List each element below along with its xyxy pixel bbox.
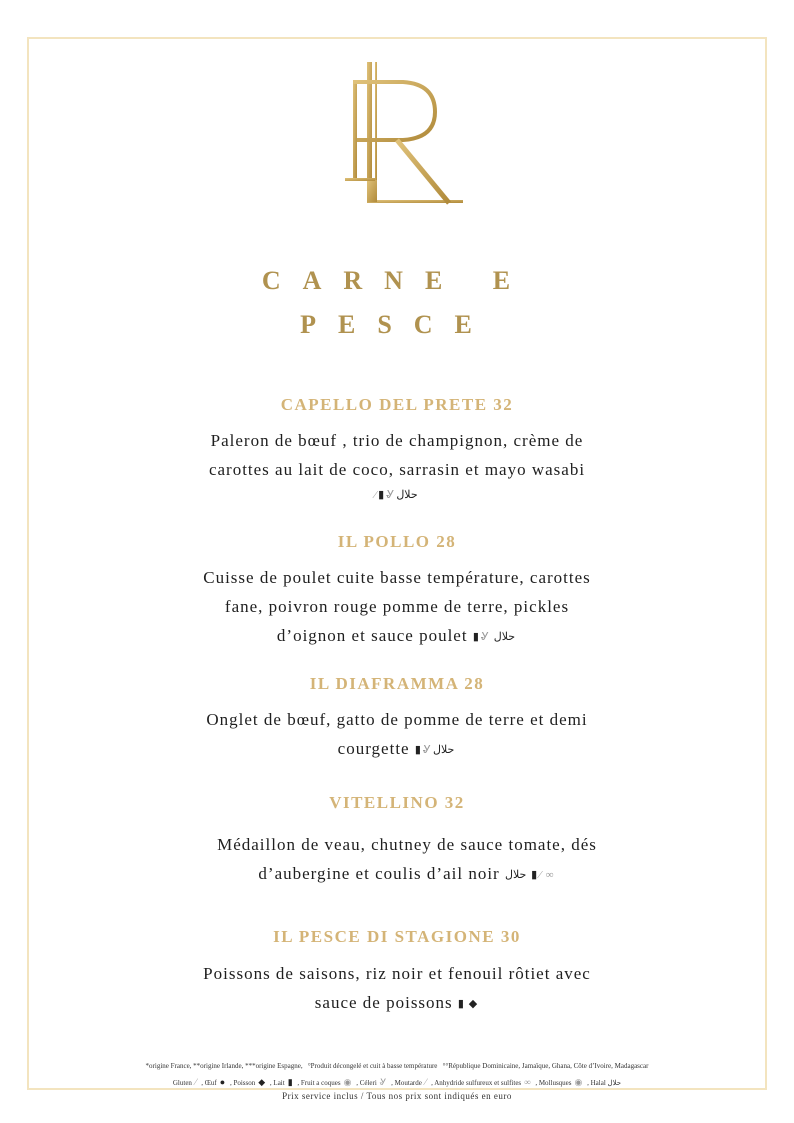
footer-origins: [0, 1062, 794, 1070]
celery-icon: Ꮍ: [379, 1077, 387, 1087]
desc-line: d’oignon et sauce poulet: [276, 626, 468, 645]
legend-celery: , Céleri: [356, 1079, 377, 1087]
dish-name: IL POLLO 28: [337, 532, 457, 551]
legend-fish: , Poisson: [229, 1079, 256, 1087]
gluten-icon: ⁄: [194, 1077, 197, 1087]
halal-icon: حلال: [504, 868, 527, 881]
dish-description: [60, 959, 734, 1019]
milk-icon: ▮: [472, 630, 479, 643]
halal-icon: حلال: [607, 1079, 622, 1087]
dish-description: [60, 705, 734, 765]
dish-name: CAPELLO DEL PRETE 32: [280, 395, 514, 414]
milk-icon: ▮: [457, 997, 464, 1010]
allergen-icons: [374, 485, 419, 505]
halal-icon: حلال: [493, 630, 516, 643]
desc-line: courgette: [337, 739, 410, 758]
desc-line: fane, poivron rouge pomme de terre, pickles: [224, 597, 570, 616]
celery-icon: Ꮍ: [422, 743, 431, 756]
allergen-icons: [473, 623, 517, 652]
legend-sulfites: , Anhydride sulfureux et sulfites: [431, 1079, 522, 1087]
dish-description: [100, 830, 714, 890]
desc-line: carottes au lait de coco, sarrasin et mayo wasabi: [208, 460, 586, 479]
celery-icon: Ꮍ: [386, 489, 395, 502]
dish-name: IL PESCE DI STAGIONE 30: [273, 927, 521, 946]
origins-text: *origine France, **origine Irlande, ***origine Espagne,: [145, 1062, 303, 1070]
nuts-icon: ◉: [343, 1077, 352, 1087]
desc-line: Cuisse de poulet cuite basse température, carottes: [203, 568, 591, 587]
allergen-icons: [415, 736, 457, 765]
fish-icon: ◆: [468, 997, 478, 1010]
legend-gluten: Gluten: [172, 1079, 192, 1087]
desc-line: Médaillon de veau, chutney de sauce tomate, dés: [217, 835, 597, 854]
desc-line: Paleron de bœuf , trio de champignon, crème de: [210, 431, 584, 450]
dish-description: [60, 563, 734, 652]
mustard-icon: ⁄: [424, 1077, 427, 1087]
legend-molluscs: , Mollusques: [535, 1079, 572, 1087]
desc-line: sauce de poissons: [314, 993, 453, 1012]
halal-icon: حلال: [396, 489, 418, 502]
celery-icon: Ꮍ: [480, 630, 489, 643]
egg-icon: ●: [219, 1077, 226, 1087]
desc-line: Onglet de bœuf, gatto de pomme de terre et demi: [206, 710, 588, 729]
legend-milk: , Lait: [269, 1079, 285, 1087]
dish-name: VITELLINO 32: [329, 793, 465, 812]
fish-icon: ◆: [258, 1077, 266, 1087]
section-title-line1: CARNE E: [261, 266, 533, 295]
mustard-icon: ⁄: [539, 868, 541, 881]
legend-mustard: , Moutarde: [391, 1079, 422, 1087]
legend-halal: , Halal: [587, 1079, 606, 1087]
sulfites-icon: ∞: [524, 1077, 531, 1087]
legend-nuts: , Fruit a coques: [297, 1079, 341, 1087]
molluscs-icon: ◉: [574, 1077, 583, 1087]
desc-line: d’aubergine et coulis d’ail noir: [258, 864, 500, 883]
milk-icon: ▮: [287, 1077, 293, 1087]
legend-egg: , Œuf: [201, 1079, 217, 1087]
mustard-icon: ⁄: [374, 489, 377, 502]
service-note: Prix service inclus / Tous nos prix sont indiqués en euro: [282, 1091, 512, 1101]
halal-icon: حلال: [432, 743, 455, 756]
milk-icon: ▮: [531, 868, 538, 881]
allergen-icons: [505, 861, 556, 890]
milk-icon: ▮: [414, 743, 421, 756]
milk-icon: ▮: [378, 489, 385, 502]
allergen-icons: [458, 990, 479, 1019]
dish-description: [60, 426, 734, 505]
republic-text: °°République Dominicaine, Jamaïque, Ghana, Côte d’Ivoire, Madagascar: [442, 1062, 649, 1070]
sulfites-icon: ∞: [545, 868, 554, 881]
dish-name: IL DIAFRAMMA 28: [309, 674, 485, 693]
section-title-line2: PESCE: [300, 310, 494, 339]
footer-legend: [0, 1077, 794, 1088]
lr-logo: [345, 60, 465, 210]
frozen-text: °Produit décongelé et cuit à basse température: [307, 1062, 438, 1070]
desc-line: Poissons de saisons, riz noir et fenouil rôtiet avec: [203, 964, 591, 983]
